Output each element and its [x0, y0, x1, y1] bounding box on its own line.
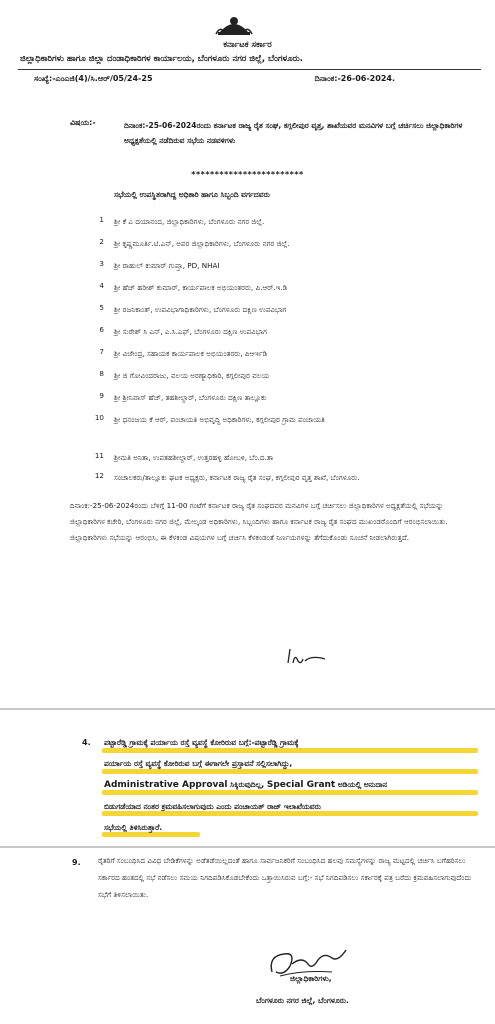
item-4-line: ಸಭೆಯಲ್ಲಿ ತಿಳಿಸಿರುತ್ತಾರೆ.: [104, 823, 163, 832]
admin-approval-text: Administrative Approval: [104, 780, 228, 790]
signatory-title: ಜಿಲ್ಲಾಧಿಕಾರಿಗಳು,: [290, 974, 332, 983]
attendee-text: ಶ್ರೀ ವಿಜೇಂದ್ರ, ಸಹಾಯಕ ಕಾರ್ಯಪಾಲಕ ಅಭಿಯಂತರರು, ಪಿಆರ್ಇಡಿ: [114, 349, 268, 358]
attendee-number: 2: [99, 237, 104, 246]
item-9-text: ರೈತರಿಗೆ ಸಂಬಂಧಿಸಿದ ವಿವಿಧ ಬೇಡಿಕೆಗಳನ್ನು ಅಡೆತಡೆಯಿಲ್ಲದಂತೆ ಹಾಗೂ ಸಾರ್ವಜನಿಕರಿಗೆ ಸಂಬಂಧಿಸಿದ ಹಲವು ಸಮಸ್ಯೆಗಳನ್ನು ರಾಜ್ಯ ಮಟ್ಟದಲ್ಲಿ ಚರ್ಚಿಸಿ ಬಗೆಹರಿಸಲು ಸರ್ಕಾರದ ಹಂತದಲ್ಲಿ ಸಭೆ ನಡೆಸಲು ಸಮಯ ನಿಗದಿಪಡಿಸಿಕೊಡಬೇಕೆಂದು ಒತ್ತಾಯಿಸಿರುವ ಬಗ್ಗೆ:- ಸಭೆ ನಿಗದಿಪಡಿಸಲು ಸರ್ಕಾರಕ್ಕೆ ಪತ್ರ ಬರೆದು ಕ್ರಮವಹಿಸಲಾಗುವುದೆಂದು ಸಭೆಗೆ ತಿಳಿಸಲಾಯಿತು.: [98, 856, 472, 899]
attendee-number: 7: [99, 347, 104, 356]
special-grant-text: Special Grant: [266, 780, 336, 790]
header-divider: [18, 69, 481, 70]
item-9-number: 9.: [72, 858, 81, 867]
document-date: ದಿನಾಂಕ:-26-06-2024.: [314, 74, 395, 83]
office-name: ಜಿಲ್ಲಾಧಿಕಾರಿಗಳು ಹಾಗೂ ಜಿಲ್ಲಾ ದಂಡಾಧಿಕಾರಿಗಳ ಕಾರ್ಯಾಲಯ, ಬೆಂಗಳೂರು ನಗರ ಜಿಲ್ಲೆ, ಬೆಂಗಳೂರು.: [20, 54, 303, 64]
attendee-text: ಶ್ರೀ ಕೃಷ್ಣಮೂರ್ತಿ.ಟಿ.ಎನ್, ಅಪರ ಜಿಲ್ಲಾಧಿಕಾರಿಗಳು, ಬೆಂಗಳೂರು ನಗರ ಜಿಲ್ಲೆ.: [114, 239, 290, 248]
attendee-number: 8: [99, 369, 104, 378]
subject-label: ವಿಷಯ:-: [70, 118, 96, 127]
attendee-text: ಶ್ರೀ ಶ್ರೀನಿವಾಸ್ ಹೆಚ್, ತಹಶೀಲ್ದಾರ್, ಬೆಂಗಳೂರು ದಕ್ಷಿಣ ತಾಲ್ಲೂಕು: [114, 393, 267, 402]
page-cut-divider: [0, 846, 495, 848]
attendee-text: ಶ್ರೀ ರಜನಿಕಾಂತ್, ಉಪವಿಭಾಗಾಧಿಕಾರಿಗಳು, ಬೆಂಗಳೂರು ದಕ್ಷಿಣ ಉಪವಿಭಾಗ: [114, 305, 287, 314]
government-emblem-icon: [214, 12, 254, 38]
attendee-text: ಶ್ರೀ ಹೆಚ್ ಹರೀಶ್ ಕುಮಾರ್, ಕಾರ್ಯಪಾಲಕ ಅಭಿಯಂತರರು, ಪಿ.ಆರ್.ಇ.ಡಿ: [114, 283, 288, 292]
subject-text: ದಿನಾಂಕ:-25-06-2024ರಂದು ಕರ್ನಾಟಕ ರಾಜ್ಯ ರೈತ ಸಂಘ, ಕಗ್ಗಲೀಪುರ ವೃತ್ತ, ಶಾಖೆಯವರ ಮನವಿಗಳ ಬಗ್ಗೆ ಚರ್ಚಿಸಲು ಜಿಲ್ಲಾಧಿಕಾರಿಗಳ ಅಧ್ಯಕ್ಷತೆಯಲ್ಲಿ ನಡೆದಿರುವ ಸಭೆಯ ನಡವಳಿಗಳು: [124, 121, 463, 145]
initials-signature: [285, 643, 329, 667]
attendee-text: ಶ್ರೀ ರಾಹುಲ್ ಕುಮಾರ್ ಗುಪ್ತಾ, PD, NHAI: [114, 261, 220, 270]
separator-stars: ************************: [191, 170, 304, 179]
attendee-text: ಸಂಚಾಲಕರು/ತಾಲ್ಲೂಕು ಘಟಕ ಅಧ್ಯಕ್ಷರು, ಕರ್ನಾಟಕ ರಾಜ್ಯ ರೈತ ಸಂಘ, ಕಗ್ಗಲೀಪುರ ವೃತ್ತ ಶಾಖೆ, ಬೆಂಗಳೂರು.: [114, 473, 360, 482]
attendee-text: ಶ್ರೀ ಸುರೇಶ್ ಸಿ ಎನ್, ಎ.ಸಿ.ಎಫ್, ಬೆಂಗಳೂರು ದಕ್ಷಿಣ ಉಪವಿಭಾಗ: [114, 327, 268, 336]
attendee-number: 11: [94, 451, 104, 460]
item-4-line: ಬಿಡುಗಡೆಯಾದ ನಂತರ ಕ್ರಮವಹಿಸಲಾಗುವುದು ಎಂದು ಪಂಚಾಯತ್ ರಾಜ್ ಇಲಾಖೆಯವರು: [104, 802, 321, 811]
reference-number: ಸಂಖ್ಯೆ:-ಎಂಎಜಿ(4)/ಸಿ.ಆರ್/05/24-25: [34, 74, 153, 83]
attendee-number: 12: [94, 471, 104, 480]
attendee-number: 5: [99, 303, 104, 312]
item-4-line: ಪರ್ಯಾಯ ರಸ್ತೆ ವ್ಯವಸ್ಥೆ ಕೋರಿರುವ ಬಗ್ಗೆ ಈಗಾಗಲೇ ಪ್ರಸ್ತಾವನೆ ಸಲ್ಲಿಸಲಾಗಿದ್ದು,: [104, 759, 293, 768]
attendee-text: ಶ್ರೀ ಧನಂಜಯ ಕೆ ಆರ್, ಪಂಚಾಯತಿ ಅಭಿವೃದ್ಧಿ ಅಧಿಕಾರಿಗಳು, ಕಗ್ಗಲೀಪುರ ಗ್ರಾಮ ಪಂಚಾಯತಿ: [114, 415, 325, 424]
attendee-number: 3: [99, 259, 104, 268]
attendees-title: ಸಭೆಯಲ್ಲಿ ಉಪಸ್ಥಿತರಾಗಿದ್ದ ಅಧಿಕಾರಿ ಹಾಗೂ ಸಿಬ್ಬಂದಿ ವರ್ಗದವರು: [114, 190, 270, 199]
attendee-text: ಶ್ರೀ ಕೆ ಎ ದಯಾನಂದ, ಜಿಲ್ಲಾಧಿಕಾರಿಗಳು, ಬೆಂಗಳೂರು ನಗರ ಜಿಲ್ಲೆ.: [114, 217, 265, 226]
item-4-number: 4.: [82, 738, 91, 747]
item-4-text: [104, 732, 476, 838]
page-cut-divider: [0, 708, 495, 710]
item-4-inline-text: ಅಡಿಯಲ್ಲಿ ಅನುದಾನ: [335, 780, 387, 789]
attendee-number: 9: [99, 391, 104, 400]
meeting-intro-paragraph: ದಿನಾಂಕ:-25-06-2024ರಂದು ಬೆಳಿಗ್ಗೆ 11-00 ಗಂಟೆಗೆ ಕರ್ನಾಟಕ ರಾಜ್ಯ ರೈತ ಸಂಘದವರ ಮನವಿಗಳ ಬಗ್ಗೆ ಚರ್ಚಿಸಲು ಜಿಲ್ಲಾಧಿಕಾರಿಗಳ ಅಧ್ಯಕ್ಷತೆಯಲ್ಲಿ ಸಭೆಯನ್ನು ಜಿಲ್ಲಾಧಿಕಾರಿಗಳ ಕಚೇರಿ, ಬೆಂಗಳೂರು ನಗರ ಜಿಲ್ಲೆ, ಮೇಲ್ಕಂಡ ಅಧಿಕಾರಿಗಳು, ಸಿಬ್ಬಂದಿಗಳು ಹಾಗೂ ಕರ್ನಾಟಕ ರಾಜ್ಯ ರೈತ ಸಂಘದ ಮುಖಂಡರೊಂದಿಗೆ ಆರಂಭಿಸಲಾಯಿತು. ಜಿಲ್ಲಾಧಿಕಾರಿಗಳು ಸಭೆಯನ್ನು ಆರಂಭಿಸಿ, ಈ ಕೆಳಕಂಡ ವಿಷಯಗಳ ಬಗ್ಗೆ ಚರ್ಚಿಸಿ ಕೆಳಕಂಡಂತೆ ನಿರ್ಣಯಗಳನ್ನು ತೆಗೆದುಕೊಂಡು ಸೂಚನೆ ನೀಡಲಾಗಿರುತ್ತದೆ.: [70, 501, 448, 542]
govt-title: ಕರ್ನಾಟಕ ಸರ್ಕಾರ: [223, 40, 272, 50]
attendee-text: ಶ್ರೀಮತಿ ಅನಿತಾ, ಉಪತಹಶೀಲ್ದಾರ್, ಉತ್ತರಹಳ್ಳಿ ಹೋಬಳಿ, ಬೆಂ.ದ.ತಾ: [114, 453, 274, 462]
signatory-place: ಬೆಂಗಳೂರು ನಗರ ಜಿಲ್ಲೆ, ಬೆಂಗಳೂರು.: [256, 996, 349, 1005]
attendee-number: 4: [99, 281, 104, 290]
item-4-line: [104, 774, 476, 796]
attendee-number: 1: [99, 215, 104, 224]
attendee-number: 10: [94, 413, 104, 422]
item-4-inline-text: ಸಿಕ್ಕಿರುವುದಿಲ್ಲ,: [227, 780, 267, 789]
attendee-number: 6: [99, 325, 104, 334]
attendee-text: ಶ್ರೀ ಜಿ ಗೋವಿಂದರಾಜು, ವಲಯ ಅರಣ್ಯಾಧಿಕಾರಿ, ಕಗ್ಗಲೀಪುರ ವಲಯ: [114, 371, 270, 380]
item-4-line: ಪಟ್ಟಾರೆಡ್ಡಿ ಗ್ರಾಮಕ್ಕೆ ಪರ್ಯಾಯ ರಸ್ತೆ ವ್ಯವಸ್ಥೆ ಕೋರಿರುವ ಬಗ್ಗೆ:-ಪಟ್ಟಾರೆಡ್ಡಿ ಗ್ರಾಮಕ್ಕೆ: [104, 738, 299, 747]
